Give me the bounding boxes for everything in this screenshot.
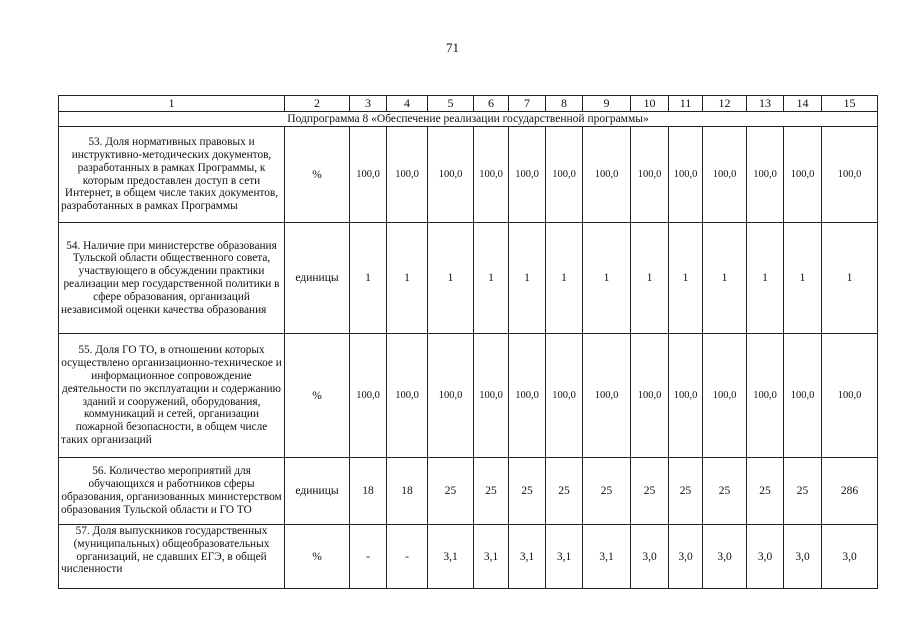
- indicator-value: -: [350, 525, 387, 589]
- indicator-value: 100,0: [784, 334, 822, 458]
- table-row: [59, 127, 878, 223]
- indicator-value: 1: [546, 223, 583, 334]
- indicator-value: 100,0: [387, 334, 428, 458]
- indicator-value: 25: [703, 458, 747, 525]
- table-row: [59, 525, 878, 589]
- indicator-value: 1: [350, 223, 387, 334]
- indicator-value: 100,0: [350, 334, 387, 458]
- indicator-value: 1: [428, 223, 474, 334]
- indicator-value: 25: [631, 458, 669, 525]
- indicator-value: 3,0: [822, 525, 878, 589]
- column-number: 5: [428, 96, 474, 112]
- indicator-value: 1: [669, 223, 703, 334]
- indicator-value: 1: [822, 223, 878, 334]
- indicator-value: 3,0: [747, 525, 784, 589]
- indicator-value: 3,0: [784, 525, 822, 589]
- indicator-name: 56. Количество мероприятий для обучающихся и работников сферы образования, организованных министерством образования Тульской области и ГО ТО: [59, 458, 285, 525]
- table-row: [59, 334, 878, 458]
- indicator-value: 3,0: [631, 525, 669, 589]
- indicator-value: 100,0: [428, 334, 474, 458]
- indicator-value: 25: [747, 458, 784, 525]
- indicator-value: 100,0: [631, 127, 669, 223]
- indicator-value: 3,0: [669, 525, 703, 589]
- indicator-value: 100,0: [350, 127, 387, 223]
- indicator-value: 3,1: [474, 525, 509, 589]
- subprogram-row: [59, 112, 878, 127]
- indicator-value: 1: [387, 223, 428, 334]
- indicator-value: 100,0: [387, 127, 428, 223]
- indicator-value: 100,0: [631, 334, 669, 458]
- indicator-value: 100,0: [822, 334, 878, 458]
- indicator-value: 100,0: [703, 334, 747, 458]
- column-number: 3: [350, 96, 387, 112]
- indicator-name: 54. Наличие при министерстве образования Тульской области общественного совета, участвующего в обсуждении практики реализации мер государственной политики в сфере образования, организаций независимой оценки качества образования: [59, 223, 285, 334]
- indicator-value: 25: [583, 458, 631, 525]
- indicator-value: 100,0: [784, 127, 822, 223]
- indicator-value: 1: [703, 223, 747, 334]
- indicator-unit: %: [285, 334, 350, 458]
- indicator-value: 1: [474, 223, 509, 334]
- indicator-value: 100,0: [546, 334, 583, 458]
- column-number-row: [59, 96, 878, 112]
- indicator-value: 25: [474, 458, 509, 525]
- indicator-value: 1: [583, 223, 631, 334]
- column-number: 6: [474, 96, 509, 112]
- indicator-value: -: [387, 525, 428, 589]
- indicator-value: 100,0: [509, 127, 546, 223]
- indicator-value: 3,1: [509, 525, 546, 589]
- column-number: 14: [784, 96, 822, 112]
- column-number: 11: [669, 96, 703, 112]
- indicator-value: 3,1: [428, 525, 474, 589]
- indicator-value: 3,1: [583, 525, 631, 589]
- indicator-value: 100,0: [583, 334, 631, 458]
- column-number: 8: [546, 96, 583, 112]
- indicator-value: 100,0: [822, 127, 878, 223]
- table-row: [59, 458, 878, 525]
- indicator-value: 100,0: [703, 127, 747, 223]
- indicator-unit: %: [285, 127, 350, 223]
- indicator-name: 57. Доля выпускников государственных (муниципальных) общеобразовательных организаций, не сдавших ЕГЭ, в общей численности: [59, 525, 285, 589]
- indicator-value: 25: [669, 458, 703, 525]
- indicator-value: 1: [509, 223, 546, 334]
- indicator-value: 100,0: [747, 334, 784, 458]
- column-number: 13: [747, 96, 784, 112]
- column-number: 10: [631, 96, 669, 112]
- indicator-value: 1: [631, 223, 669, 334]
- indicator-value: 1: [747, 223, 784, 334]
- indicator-value: 1: [784, 223, 822, 334]
- column-number: 4: [387, 96, 428, 112]
- indicator-value: 25: [509, 458, 546, 525]
- indicator-name: 55. Доля ГО ТО, в отношении которых осуществлено организационно-техническое и информационное сопровождение деятельности по эксплуатации и содержанию зданий и сооружений, оборудования, коммуникаций и сетей, организации пожарной безопасности, в общем числе таких организаций: [59, 334, 285, 458]
- column-number: 12: [703, 96, 747, 112]
- indicator-value: 100,0: [583, 127, 631, 223]
- indicator-value: 286: [822, 458, 878, 525]
- indicator-value: 100,0: [474, 127, 509, 223]
- indicator-value: 100,0: [509, 334, 546, 458]
- indicator-value: 100,0: [546, 127, 583, 223]
- indicator-value: 100,0: [669, 127, 703, 223]
- indicator-value: 18: [387, 458, 428, 525]
- indicator-value: 100,0: [747, 127, 784, 223]
- indicator-name: 53. Доля нормативных правовых и инструктивно-методических документов, разработанных в рамках Программы, к которым предоставлен доступ в сети Интернет, в общем числе таких документов, разработанных в рамках Программы: [59, 127, 285, 223]
- indicator-unit: единицы: [285, 458, 350, 525]
- indicator-unit: %: [285, 525, 350, 589]
- column-number: 7: [509, 96, 546, 112]
- indicator-value: 25: [784, 458, 822, 525]
- indicator-value: 25: [546, 458, 583, 525]
- column-number: 1: [59, 96, 285, 112]
- indicator-value: 3,1: [546, 525, 583, 589]
- indicator-unit: единицы: [285, 223, 350, 334]
- indicator-value: 100,0: [669, 334, 703, 458]
- subprogram-title: Подпрограмма 8 «Обеспечение реализации государственной программы»: [59, 112, 878, 127]
- indicator-value: 100,0: [474, 334, 509, 458]
- indicator-value: 18: [350, 458, 387, 525]
- column-number: 15: [822, 96, 878, 112]
- indicators-table: [58, 95, 878, 589]
- indicator-value: 3,0: [703, 525, 747, 589]
- indicator-value: 100,0: [428, 127, 474, 223]
- column-number: 9: [583, 96, 631, 112]
- table-row: [59, 223, 878, 334]
- indicator-value: 25: [428, 458, 474, 525]
- page-number: 71: [446, 40, 459, 55]
- column-number: 2: [285, 96, 350, 112]
